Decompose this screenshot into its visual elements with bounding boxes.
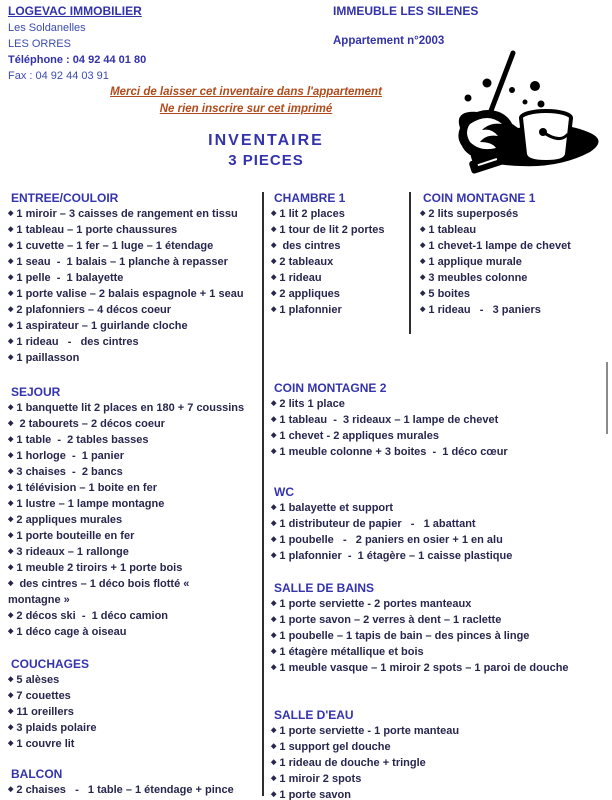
left-column [8, 190, 258, 798]
bullet-icon: ◆ [8, 274, 14, 281]
inventory-item [8, 736, 258, 752]
section-entree-couloir [8, 190, 258, 366]
inventory-item [271, 548, 610, 564]
inventory-item-text: 1 rideau [279, 272, 322, 284]
inventory-item-text: 1 porte serviette - 2 portes manteaux [279, 598, 472, 610]
bullet-icon: ◆ [271, 242, 277, 249]
notice-line-1: Merci de laisser cet inventaire dans l'appartement [110, 86, 382, 98]
page-subtitle: 3 PIECES [228, 152, 304, 169]
inventory-item-text: 1 étagère métallique et bois [279, 646, 424, 658]
bullet-icon: ◆ [8, 436, 14, 443]
inventory-item-text: 3 plaids polaire [16, 722, 97, 734]
bullet-icon: ◆ [8, 628, 14, 635]
inventory-item-text: 2 appliques [279, 288, 340, 300]
inventory-item [8, 704, 258, 720]
bullet-icon: ◆ [271, 664, 277, 671]
inventory-item-text: 1 seau - 1 balais – 1 planche à repasser [16, 256, 228, 268]
inventory-item-text: 1 couvre lit [16, 738, 75, 750]
inventory-item [271, 739, 610, 755]
agency-block [8, 3, 146, 84]
inventory-item-text: 1 applique murale [428, 256, 522, 268]
inventory-item-text: 2 lits superposés [428, 208, 519, 220]
inventory-item [8, 238, 258, 254]
inventory-item-text: 1 meuble colonne + 3 boites - 1 déco cœur [279, 446, 508, 458]
right-column [271, 190, 610, 800]
inventory-item-text: 3 rideaux – 1 rallonge [16, 546, 129, 558]
inventory-item [271, 444, 610, 460]
inventory-item [8, 286, 258, 302]
bullet-icon: ◆ [271, 552, 277, 559]
inventory-item-text: 1 horloge - 1 panier [16, 450, 124, 462]
inventory-item-text: 2 tabourets – 2 décos coeur [16, 418, 165, 430]
bullet-icon: ◆ [8, 226, 14, 233]
section-title: SALLE D'EAU [274, 708, 354, 722]
section-title: CHAMBRE 1 [274, 191, 346, 205]
inventory-item [271, 532, 610, 548]
inventory-item [271, 222, 407, 238]
inventory-item [271, 254, 407, 270]
right-top-row [271, 190, 610, 334]
bullet-icon: ◆ [8, 516, 14, 523]
inventory-item [271, 723, 610, 739]
bullet-icon: ◆ [271, 775, 277, 782]
bullet-icon: ◆ [271, 290, 277, 297]
bullet-icon: ◆ [8, 500, 14, 507]
bullet-icon: ◆ [8, 740, 14, 747]
inventory-item-text: 1 déco cage à oiseau [16, 626, 127, 638]
bullet-icon: ◆ [8, 786, 14, 793]
inventory-item [271, 628, 610, 644]
inventory-item-text: 1 télévision – 1 boite en fer [16, 482, 157, 494]
inventory-item-text: 1 cuvette – 1 fer – 1 luge – 1 étendage [16, 240, 214, 252]
inventory-item [271, 612, 610, 628]
bullet-icon: ◆ [8, 548, 14, 555]
inventory-item-text: 1 porte valise – 2 balais espagnole + 1 seau [16, 288, 244, 300]
inventory-item-text: 1 meuble 2 tiroirs + 1 porte bois [16, 562, 183, 574]
inventory-item-text: 1 tableau - 3 rideaux – 1 lampe de chevet [279, 414, 499, 426]
bullet-icon: ◆ [271, 416, 277, 423]
inventory-item-text: 5 alèses [16, 674, 60, 686]
bullet-icon: ◆ [420, 306, 426, 313]
inventory-item-text: 1 chevet - 2 appliques murales [279, 430, 439, 442]
section-title: COIN MONTAGNE 2 [274, 381, 387, 395]
inventory-item [271, 500, 610, 516]
inventory-item-text: 1 plafonnier [279, 304, 342, 316]
bullet-icon: ◆ [271, 727, 277, 734]
bullet-icon: ◆ [271, 791, 277, 798]
bullet-icon: ◆ [8, 354, 14, 361]
document-title-block [0, 131, 532, 171]
inventory-item [271, 771, 610, 787]
inventory-item [8, 496, 258, 512]
section-chambre-1 [271, 190, 407, 318]
scan-artifact-line [606, 362, 608, 434]
inventory-item-text: 1 miroir 2 spots [279, 773, 362, 785]
inventory-item-text: 1 porte savon [279, 789, 351, 800]
inventory-item [8, 480, 258, 496]
inventory-item-text: 3 meubles colonne [428, 272, 528, 284]
inventory-item [8, 782, 258, 798]
column-divider-line [262, 192, 264, 796]
bullet-icon: ◆ [271, 432, 277, 439]
inventory-item-text: 1 rideau - des cintres [16, 336, 139, 348]
bullet-icon: ◆ [420, 242, 426, 249]
inventory-item [8, 448, 258, 464]
inventory-item-text: 1 banquette lit 2 places en 180 + 7 coussins [16, 402, 245, 414]
inventory-item [8, 318, 258, 334]
bullet-icon: ◆ [271, 536, 277, 543]
bullet-icon: ◆ [271, 210, 277, 217]
right-subcolumn-chambre1 [271, 190, 407, 318]
inventory-item [8, 672, 258, 688]
apartment-number: Appartement n°2003 [333, 35, 445, 47]
inventory-item-text: 1 tour de lit 2 portes [279, 224, 385, 236]
inventory-item [271, 238, 407, 254]
inventory-item [271, 516, 610, 532]
inventory-item [271, 660, 610, 676]
bullet-icon: ◆ [271, 448, 277, 455]
inventory-item-text: 1 poubelle - 2 paniers en osier + 1 en alu [279, 534, 503, 546]
inventory-item-text: 3 chaises - 2 bancs [16, 466, 123, 478]
bullet-icon: ◆ [420, 290, 426, 297]
inventory-item-text: des cintres [279, 240, 341, 252]
building-block [333, 4, 478, 47]
bullet-icon: ◆ [420, 226, 426, 233]
section-title: SALLE DE BAINS [274, 581, 375, 595]
inventory-item-text: 1 meuble vasque – 1 miroir 2 spots – 1 paroi de douche [279, 662, 569, 674]
inventory-item [8, 560, 258, 576]
inventory-item-text: 2 plafonniers – 4 décos coeur [16, 304, 172, 316]
inventory-item [8, 222, 258, 238]
inventory-item [8, 720, 258, 736]
bullet-icon: ◆ [8, 210, 14, 217]
bullet-icon: ◆ [8, 306, 14, 313]
inventory-item-text: 11 oreillers [16, 706, 74, 718]
inventory-item-text: 2 décos ski - 1 déco camion [16, 610, 169, 622]
inventory-item [271, 270, 407, 286]
inventory-item [420, 254, 610, 270]
bullet-icon: ◆ [271, 648, 277, 655]
inventory-item [8, 432, 258, 448]
notice-line-2: Ne rien inscrire sur cet imprimé [159, 103, 333, 115]
section-title: BALCON [11, 767, 63, 781]
bullet-icon: ◆ [271, 226, 277, 233]
bullet-icon: ◆ [271, 616, 277, 623]
section-title: COUCHAGES [11, 657, 90, 671]
inventory-item [271, 644, 610, 660]
bullet-icon: ◆ [271, 400, 277, 407]
inventory-item-text: 1 balayette et support [279, 502, 394, 514]
inventory-item-text: 2 chaises - 1 table – 1 étendage + pince [16, 784, 234, 796]
bullet-icon: ◆ [8, 708, 14, 715]
inventory-item [8, 528, 258, 544]
inventory-item [420, 302, 610, 318]
inventory-item [271, 428, 610, 444]
bullet-icon: ◆ [271, 504, 277, 511]
inventory-item-text: 1 poubelle – 1 tapis de bain – des pinces à linge [279, 630, 530, 642]
inventory-item [8, 254, 258, 270]
inventory-item [271, 206, 407, 222]
section-title: ENTREE/COULOIR [11, 191, 119, 205]
inventory-item [8, 400, 258, 416]
inventory-item [8, 624, 258, 640]
inventory-item [8, 576, 258, 608]
inventory-item-text: 2 lits 1 place [279, 398, 345, 410]
inventory-item-text: 1 porte serviette - 1 porte manteau [279, 725, 460, 737]
agency-residence: Les Soldanelles [8, 22, 86, 34]
inventory-item [8, 464, 258, 480]
section-salle-de-bains [271, 580, 610, 676]
inventory-item [271, 596, 610, 612]
bullet-icon: ◆ [8, 404, 14, 411]
agency-phone: Téléphone : 04 92 44 01 80 [8, 54, 147, 66]
inventory-item-text: 1 paillasson [16, 352, 80, 364]
bullet-icon: ◆ [8, 452, 14, 459]
bullet-icon: ◆ [8, 692, 14, 699]
bullet-icon: ◆ [420, 258, 426, 265]
section-sejour [8, 384, 258, 640]
bullet-icon: ◆ [271, 520, 277, 527]
bullet-icon: ◆ [8, 338, 14, 345]
bullet-icon: ◆ [8, 612, 14, 619]
bullet-icon: ◆ [271, 743, 277, 750]
inventory-item [420, 222, 610, 238]
bullet-icon: ◆ [8, 724, 14, 731]
right-subcolumn-coin-montagne1 [411, 190, 610, 318]
inventory-item [8, 512, 258, 528]
section-wc [271, 484, 610, 564]
inventory-item [271, 787, 610, 800]
inventory-item-text: 1 chevet-1 lampe de chevet [428, 240, 571, 252]
section-title: SEJOUR [11, 385, 61, 399]
inventory-item [8, 688, 258, 704]
right-bottom-sections [271, 380, 610, 800]
inventory-item [8, 416, 258, 432]
section-coin-montagne-2 [271, 380, 610, 460]
inventory-item-text: 2 appliques murales [16, 514, 123, 526]
inventory-item [420, 270, 610, 286]
bullet-icon: ◆ [271, 632, 277, 639]
section-balcon [8, 766, 258, 798]
inventory-item [271, 396, 610, 412]
inventory-item-text: 1 plafonnier - 1 étagère – 1 caisse plastique [279, 550, 513, 562]
section-salle-d-eau [271, 707, 610, 800]
bullet-icon: ◆ [8, 676, 14, 683]
agency-name: LOGEVAC IMMOBILIER [8, 4, 142, 18]
inventory-item [271, 286, 407, 302]
bullet-icon: ◆ [271, 759, 277, 766]
inventory-item [271, 755, 610, 771]
bullet-icon: ◆ [8, 420, 14, 427]
bullet-icon: ◆ [271, 600, 277, 607]
inventory-item-text: 1 porte bouteille en fer [16, 530, 135, 542]
bullet-icon: ◆ [8, 242, 14, 249]
agency-city: LES ORRES [8, 38, 71, 50]
inventory-item [8, 270, 258, 286]
inventory-item [8, 350, 258, 366]
inventory-item [420, 286, 610, 302]
bullet-icon: ◆ [271, 274, 277, 281]
bullet-icon: ◆ [8, 564, 14, 571]
inventory-item-text: 1 pelle - 1 balayette [16, 272, 124, 284]
inventory-item-text: 1 aspirateur – 1 guirlande cloche [16, 320, 188, 332]
bullet-icon: ◆ [8, 532, 14, 539]
inventory-item-text: 2 tableaux [279, 256, 334, 268]
bullet-icon: ◆ [8, 322, 14, 329]
inventory-item-text: 1 rideau de douche + tringle [279, 757, 426, 769]
bullet-icon: ◆ [8, 290, 14, 297]
agency-fax: Fax : 04 92 44 03 91 [8, 70, 109, 82]
bullet-icon: ◆ [8, 580, 14, 587]
section-title: WC [274, 485, 294, 499]
inventory-item [8, 608, 258, 624]
bullet-icon: ◆ [271, 258, 277, 265]
inventory-item-text: des cintres – 1 déco bois flotté « montagne » [8, 578, 190, 606]
inventory-item-text: 1 support gel douche [279, 741, 391, 753]
inventory-item-text: 1 tableau [428, 224, 477, 236]
bullet-icon: ◆ [8, 468, 14, 475]
bullet-icon: ◆ [8, 258, 14, 265]
section-coin-montagne-1 [420, 190, 610, 318]
inventory-item-text: 1 lustre – 1 lampe montagne [16, 498, 165, 510]
inventory-item-text: 1 miroir – 3 caisses de rangement en tissu [16, 208, 238, 220]
section-title: COIN MONTAGNE 1 [423, 191, 536, 205]
bullet-icon: ◆ [8, 484, 14, 491]
section-couchages [8, 656, 258, 752]
inventory-item-text: 7 couettes [16, 690, 71, 702]
inventory-item [8, 334, 258, 350]
inventory-item [8, 206, 258, 222]
inventory-item [8, 544, 258, 560]
inventory-item-text: 1 lit 2 places [279, 208, 345, 220]
notice-block [0, 84, 492, 118]
inventory-item-text: 1 distributeur de papier - 1 abattant [279, 518, 476, 530]
inventory-item-text: 1 porte savon – 2 verres à dent – 1 raclette [279, 614, 502, 626]
inventory-item [271, 302, 407, 318]
inventory-item [8, 302, 258, 318]
bullet-icon: ◆ [420, 274, 426, 281]
inventory-item-text: 1 tableau – 1 porte chaussures [16, 224, 178, 236]
inventory-item [420, 206, 610, 222]
inventory-item-text: 1 rideau - 3 paniers [428, 304, 541, 316]
bullet-icon: ◆ [420, 210, 426, 217]
page-title: INVENTAIRE [208, 132, 324, 149]
inventory-item [271, 412, 610, 428]
inventory-item [420, 238, 610, 254]
inventory-item-text: 5 boites [428, 288, 470, 300]
building-name: IMMEUBLE LES SILENES [333, 4, 479, 18]
inventory-item-text: 1 table - 2 tables basses [16, 434, 149, 446]
bullet-icon: ◆ [271, 306, 277, 313]
inventory-list-area [0, 190, 612, 800]
